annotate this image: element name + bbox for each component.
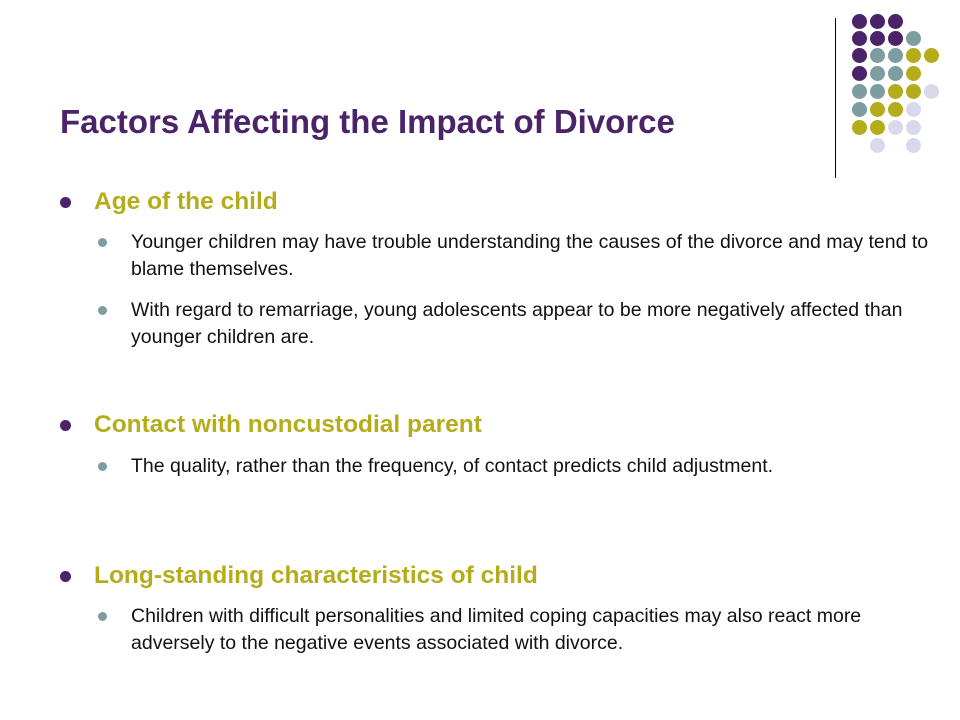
decor-dot bbox=[888, 84, 903, 99]
decorative-divider-line bbox=[835, 18, 836, 178]
decor-dot bbox=[906, 48, 921, 63]
decor-dot bbox=[888, 14, 903, 29]
decor-dot bbox=[870, 48, 885, 63]
section-contact-noncustodial-parent bbox=[60, 410, 950, 480]
decor-dot bbox=[870, 138, 885, 153]
decor-dot bbox=[888, 48, 903, 63]
decor-dot bbox=[852, 120, 867, 135]
decor-dot bbox=[852, 14, 867, 29]
decor-dot bbox=[906, 84, 921, 99]
decor-dot bbox=[906, 102, 921, 117]
decor-dot bbox=[888, 66, 903, 81]
decor-dot bbox=[870, 31, 885, 46]
decor-dot bbox=[870, 120, 885, 135]
section-heading: Long-standing characteristics of child bbox=[60, 561, 950, 591]
decor-dot bbox=[852, 48, 867, 63]
section-long-standing-characteristics bbox=[60, 561, 950, 657]
decor-dot bbox=[870, 14, 885, 29]
decor-dot bbox=[888, 31, 903, 46]
decor-dot bbox=[906, 31, 921, 46]
decor-dot bbox=[924, 48, 939, 63]
decor-dot bbox=[906, 138, 921, 153]
bullet-point: Children with difficult personalities and limited coping capacities may also react more adversely to the negative events associated with divorce. bbox=[94, 603, 950, 657]
bullet-point: With regard to remarriage, young adolescents appear to be more negatively affected than younger children are. bbox=[94, 297, 950, 351]
slide-title: Factors Affecting the Impact of Divorce bbox=[60, 103, 675, 140]
decor-dot bbox=[906, 120, 921, 135]
section-heading: Contact with noncustodial parent bbox=[60, 410, 950, 440]
decor-dot bbox=[852, 66, 867, 81]
section-heading: Age of the child bbox=[60, 187, 950, 217]
bullet-point: Younger children may have trouble understanding the causes of the divorce and may tend to blame themselves. bbox=[94, 229, 950, 283]
bullet-point: The quality, rather than the frequency, of contact predicts child adjustment. bbox=[94, 453, 950, 480]
decor-dot bbox=[888, 120, 903, 135]
decor-dot bbox=[852, 84, 867, 99]
decor-dot bbox=[870, 84, 885, 99]
decor-dot bbox=[924, 84, 939, 99]
decor-dot bbox=[852, 102, 867, 117]
decor-dot bbox=[870, 102, 885, 117]
decor-dot bbox=[852, 31, 867, 46]
decor-dot bbox=[906, 66, 921, 81]
decor-dot bbox=[870, 66, 885, 81]
decor-dot bbox=[888, 102, 903, 117]
section-age-of-child bbox=[60, 187, 950, 365]
